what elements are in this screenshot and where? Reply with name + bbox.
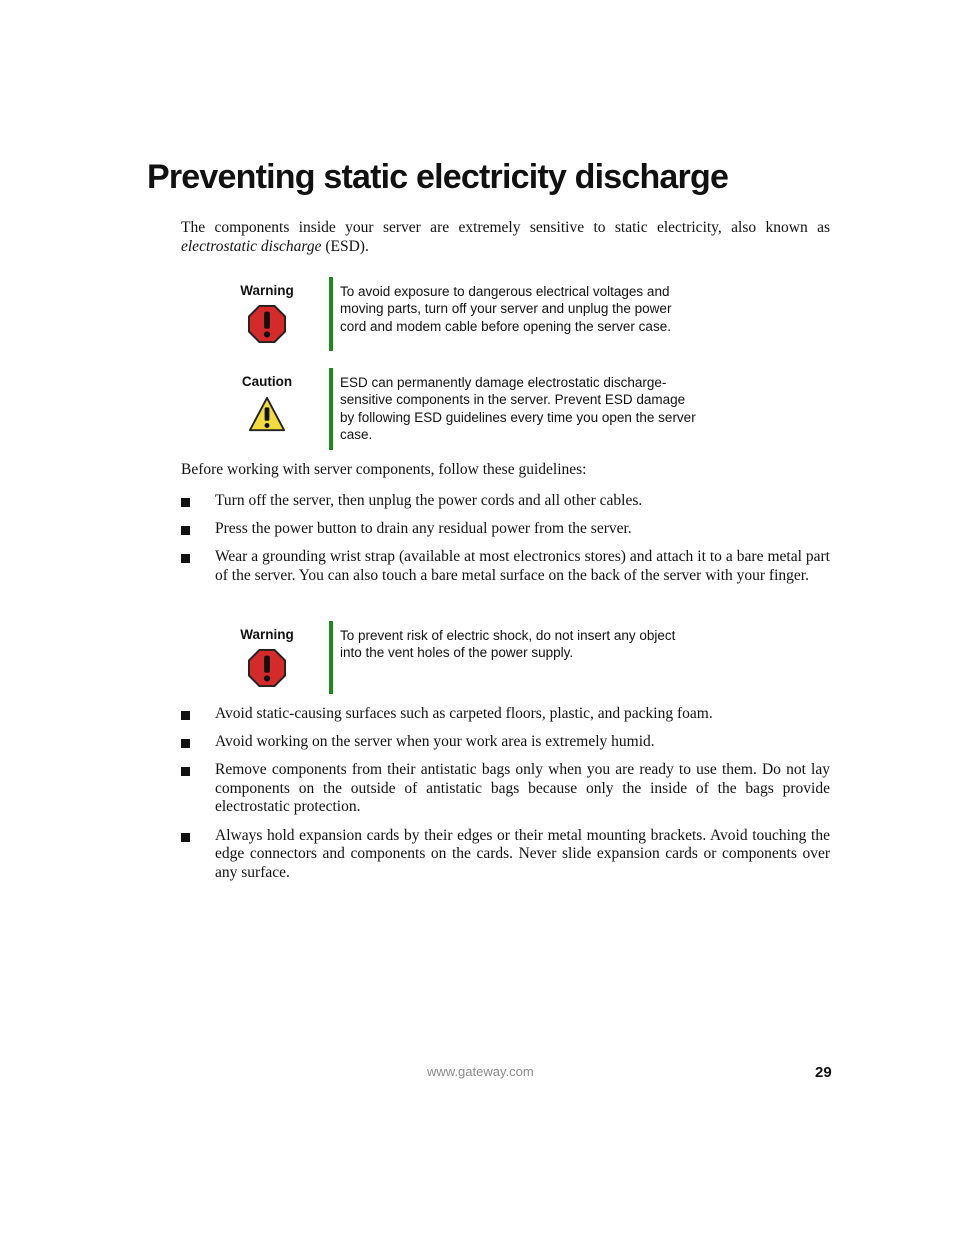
list-item: Remove components from their antistatic bags only when you are ready to use them. Do not lay components on the outside of antistatic bags because only the inside of the bags provide electrostatic protection. — [181, 761, 830, 817]
notice-label: Warning — [240, 627, 294, 642]
bullet-square-icon — [181, 767, 190, 776]
caution-triangle-icon — [248, 396, 286, 434]
notice-bar — [329, 621, 333, 694]
warning-notice-1 — [225, 277, 705, 351]
intro-paragraph — [181, 219, 830, 256]
footer-url: www.gateway.com — [427, 1064, 534, 1079]
page-number: 29 — [815, 1064, 832, 1081]
list-item: Wear a grounding wrist strap (available at most electronics stores) and attach it to a bare metal part of the server. You can also touch a bare metal surface on the back of the server with your finger. — [181, 548, 830, 585]
warning-stop-icon — [248, 649, 286, 687]
intro-term: electrostatic discharge — [181, 237, 322, 255]
list-item: Avoid static-causing surfaces such as carpeted floors, plastic, and packing foam. — [181, 705, 830, 724]
list-item: Always hold expansion cards by their edges or their metal mounting brackets. Avoid touching the edge connectors and components on the cards. Never slide expansion cards or components over any surface. — [181, 827, 830, 883]
warning-stop-icon — [248, 305, 286, 343]
list-item: Turn off the server, then unplug the power cords and all other cables. — [181, 492, 830, 511]
bullet-square-icon — [181, 739, 190, 748]
notice-bar — [329, 277, 333, 351]
bullet-square-icon — [181, 711, 190, 720]
notice-text: To prevent risk of electric shock, do not insert any object into the vent holes of the power supply. — [340, 628, 676, 661]
bullet-square-icon — [181, 526, 190, 535]
guidelines-list-2 — [181, 705, 830, 882]
warning-notice-2 — [225, 621, 705, 694]
page-title: Preventing static electricity discharge — [147, 158, 729, 196]
guidelines-lead: Before working with server components, follow these guidelines: — [181, 461, 587, 478]
notice-text: ESD can permanently damage electrostatic discharge-sensitive components in the server. Prevent ESD damage by following ESD guidelines every time you open the server case. — [340, 375, 696, 442]
intro-text-end: (ESD). — [321, 237, 369, 255]
list-item: Press the power button to drain any residual power from the server. — [181, 520, 830, 539]
caution-notice — [225, 368, 705, 450]
notice-label: Warning — [240, 283, 294, 298]
bullet-square-icon — [181, 498, 190, 507]
notice-label: Caution — [241, 374, 293, 389]
list-item: Avoid working on the server when your work area is extremely humid. — [181, 733, 830, 752]
intro-text: The components inside your server are extremely sensitive to static electricity, also known as — [181, 219, 830, 236]
notice-bar — [329, 368, 333, 450]
bullet-square-icon — [181, 554, 190, 563]
notice-text: To avoid exposure to dangerous electrical voltages and moving parts, turn off your server and unplug the power cord and modem cable before opening the server case. — [340, 284, 672, 334]
guidelines-list-1 — [181, 492, 830, 585]
bullet-square-icon — [181, 833, 190, 842]
